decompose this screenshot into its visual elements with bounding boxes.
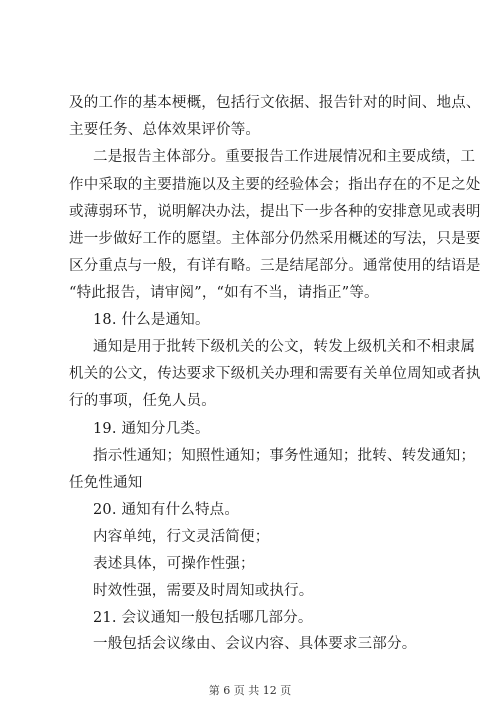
text-line: “特此报告，请审阅”，“如有不当，请指正”等。 bbox=[69, 285, 379, 301]
question-heading: 19. 通知分几类。 bbox=[93, 421, 210, 437]
text-line: 时效性强，需要及时周知或执行。 bbox=[93, 583, 314, 599]
text-line: 或薄弱环节，说明解决办法，提出下一步各种的安排意见或表明 bbox=[69, 204, 481, 220]
page-footer: 第 6 页 共 12 页 bbox=[208, 684, 292, 697]
question-heading: 21. 会议通知一般包括哪几部分。 bbox=[93, 610, 313, 626]
text-line: 作中采取的主要措施以及主要的经验体会；指出存在的不足之处 bbox=[69, 177, 481, 193]
text-line: 指示性通知；知照性通知；事务性通知；批转、转发通知； bbox=[93, 448, 476, 464]
text-line: 任免性通知 bbox=[69, 475, 143, 491]
text-line: 通知是用于批转下级机关的公文，转发上级机关和不相隶属 bbox=[93, 339, 476, 355]
question-heading: 20. 通知有什么特点。 bbox=[93, 502, 240, 518]
text-line: 机关的公文，传达要求下级机关办理和需要有关单位周知或者执 bbox=[69, 366, 481, 382]
text-line: 一般包括会议缘由、会议内容、具体要求三部分。 bbox=[93, 636, 417, 652]
text-line: 主要任务、总体效果评价等。 bbox=[69, 122, 261, 138]
text-line: 二是报告主体部分。重要报告工作进展情况和主要成绩，工 bbox=[93, 149, 476, 165]
text-line: 行的事项，任免人员。 bbox=[69, 393, 216, 409]
text-line: 表述具体，可操作性强； bbox=[93, 556, 255, 572]
text-line: 及的工作的基本梗概，包括行文依据、报告针对的时间、地点、 bbox=[69, 95, 481, 111]
text-line: 区分重点与一般，有详有略。三是结尾部分。通常使用的结语是 bbox=[69, 258, 481, 274]
text-line: 内容单纯，行文灵活简便； bbox=[93, 529, 270, 545]
question-heading: 18. 什么是通知。 bbox=[93, 312, 210, 328]
text-line: 进一步做好工作的愿望。主体部分仍然采用概述的写法，只是要 bbox=[69, 231, 481, 247]
